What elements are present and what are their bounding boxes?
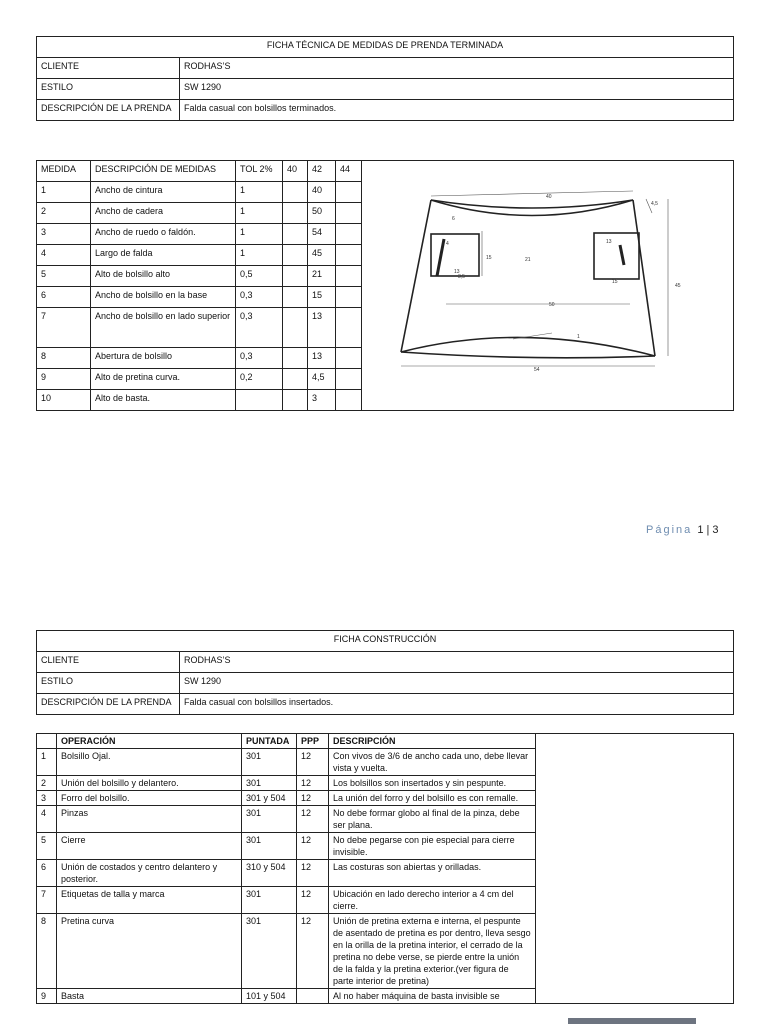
- page-separator: |: [703, 524, 713, 536]
- cell: 1: [37, 182, 91, 203]
- cell: 9: [37, 369, 91, 390]
- cell: 6: [37, 287, 91, 308]
- construction-table: [36, 733, 734, 1004]
- cell: Ubicación en lado derecho interior a 4 cm del cierre.: [329, 887, 536, 914]
- cell: Ancho de ruedo o faldón.: [91, 224, 236, 245]
- cell: 12: [297, 914, 329, 989]
- spec-header-table: [36, 36, 734, 121]
- cell: [283, 308, 308, 348]
- cell: Pinzas: [57, 806, 242, 833]
- cell: 5: [37, 833, 57, 860]
- cell: 301: [242, 806, 297, 833]
- page-current: 1: [697, 524, 704, 536]
- cell: 45: [308, 245, 336, 266]
- cell: [283, 348, 308, 369]
- cell: [283, 369, 308, 390]
- header-cell: TOL 2%: [236, 161, 283, 182]
- cell: 7: [37, 887, 57, 914]
- cell: Ancho de cintura: [91, 182, 236, 203]
- cell: [336, 287, 362, 308]
- cell: 40: [308, 182, 336, 203]
- skirt-left-side: [401, 200, 431, 352]
- cell: 0,3: [236, 348, 283, 369]
- cell: [336, 266, 362, 287]
- cell: [283, 203, 308, 224]
- header-cell: PPP: [297, 734, 329, 749]
- cell: 12: [297, 776, 329, 791]
- cell: 1: [236, 203, 283, 224]
- description-label: DESCRIPCIÓN DE LA PRENDA: [37, 694, 180, 715]
- sketch-label: 40: [546, 194, 552, 200]
- cell: [297, 989, 329, 1004]
- cell: 0,3: [236, 308, 283, 348]
- cell: 101 y 504: [242, 989, 297, 1004]
- cell: Unión de costados y centro delantero y posterior.: [57, 860, 242, 887]
- cell: 2: [37, 776, 57, 791]
- cell: 12: [297, 749, 329, 776]
- cell: 0,2: [236, 369, 283, 390]
- cell: 1: [236, 182, 283, 203]
- description-value: Falda casual con bolsillos insertados.: [180, 694, 734, 715]
- skirt-sketch-cell: [362, 161, 734, 411]
- cell: 4,5: [308, 369, 336, 390]
- cell: Basta: [57, 989, 242, 1004]
- cell: 12: [297, 887, 329, 914]
- cell: 1: [236, 245, 283, 266]
- cell: 310 y 504: [242, 860, 297, 887]
- style-label: ESTILO: [37, 79, 180, 100]
- description-label: DESCRIPCIÓN DE LA PRENDA: [37, 100, 180, 121]
- cell: 0,3: [236, 287, 283, 308]
- right-pocket: [594, 233, 639, 279]
- client-label: CLIENTE: [37, 652, 180, 673]
- cell: Alto de bolsillo alto: [91, 266, 236, 287]
- skirt-right-side: [633, 200, 655, 356]
- cell: La unión del forro y del bolsillo es con remalle.: [329, 791, 536, 806]
- cell: 301: [242, 914, 297, 989]
- cell: [336, 224, 362, 245]
- cell: 1: [236, 224, 283, 245]
- image-cell: [536, 734, 734, 1004]
- cell: 301: [242, 749, 297, 776]
- header-cell: 44: [336, 161, 362, 182]
- cell: Al no haber máquina de basta invisible se: [329, 989, 536, 1004]
- cell: 301: [242, 833, 297, 860]
- sketch-label: 15: [486, 255, 492, 261]
- cell: 54: [308, 224, 336, 245]
- cell: 12: [297, 791, 329, 806]
- cell: 8: [37, 348, 91, 369]
- cell: [283, 224, 308, 245]
- skirt-hem: [401, 337, 655, 356]
- cell: [336, 308, 362, 348]
- header-cell: MEDIDA: [37, 161, 91, 182]
- cell: 301: [242, 776, 297, 791]
- header-cell: OPERACIÓN: [57, 734, 242, 749]
- cell: 10: [37, 390, 91, 411]
- client-label: CLIENTE: [37, 58, 180, 79]
- sketch-label: 13: [606, 239, 612, 245]
- skirt-waistband: [431, 200, 633, 208]
- cell: [283, 182, 308, 203]
- construction-header-table: [36, 630, 734, 715]
- cell: 15: [308, 287, 336, 308]
- left-pocket-opening: [437, 239, 444, 276]
- sketch-label: 4,5: [651, 201, 658, 207]
- cell: 9: [37, 989, 57, 1004]
- cell: Unión de pretina externa e interna, el pespunte de asentado de pretina es por dentro, lleva sesgo en la orilla de la pretina interior, el cerrado de la pretina no debe verse, se pierde entre la unión de la falda y la pretina exterior.(ver figura de parte interior de pretina): [329, 914, 536, 989]
- skirt-sketch: [362, 161, 730, 405]
- page-total: 3: [712, 524, 719, 536]
- cell: [336, 348, 362, 369]
- style-value: SW 1290: [180, 79, 734, 100]
- cell: Unión del bolsillo y delantero.: [57, 776, 242, 791]
- cell: Los bolsillos son insertados y sin pespunte.: [329, 776, 536, 791]
- dim-line-waist: [431, 191, 633, 196]
- cell: 13: [308, 308, 336, 348]
- cell: Pretina curva: [57, 914, 242, 989]
- cell: Ancho de cadera: [91, 203, 236, 224]
- cell: Etiquetas de talla y marca: [57, 887, 242, 914]
- cell: Las costuras son abiertas y orilladas.: [329, 860, 536, 887]
- sketch-label: 54: [534, 367, 540, 373]
- measures-table: [36, 160, 734, 411]
- cell: 4: [37, 245, 91, 266]
- cell: 13: [308, 348, 336, 369]
- header-cell: PUNTADA: [242, 734, 297, 749]
- cell: 7: [37, 308, 91, 348]
- cell: Forro del bolsillo.: [57, 791, 242, 806]
- sketch-label: 15: [612, 279, 618, 285]
- cell: 6: [37, 860, 57, 887]
- cell: [283, 245, 308, 266]
- header-cell: [37, 734, 57, 749]
- cell: No debe formar globo al final de la pinza, debe ser plana.: [329, 806, 536, 833]
- cell: 12: [297, 833, 329, 860]
- cell: [336, 390, 362, 411]
- cell: 1: [37, 749, 57, 776]
- sheet-title: FICHA CONSTRUCCIÓN: [37, 631, 734, 652]
- sketch-label: 1: [577, 334, 580, 340]
- cell: Largo de falda: [91, 245, 236, 266]
- header-cell: DESCRIPCIÓN DE MEDIDAS: [91, 161, 236, 182]
- sketch-label: 4: [446, 241, 449, 247]
- cell: 3: [37, 224, 91, 245]
- cell: [336, 182, 362, 203]
- cell: [283, 390, 308, 411]
- sketch-label: 21: [525, 257, 531, 263]
- cell: [336, 245, 362, 266]
- sketch-label: 6: [452, 216, 455, 222]
- sketch-label: 13: [454, 269, 460, 275]
- cell: Cierre: [57, 833, 242, 860]
- sketch-label: 3,5: [458, 274, 465, 280]
- style-label: ESTILO: [37, 673, 180, 694]
- cell: Ancho de bolsillo en la base: [91, 287, 236, 308]
- client-value: RODHAS’S: [180, 58, 734, 79]
- cell: Ancho de bolsillo en lado superior: [91, 308, 236, 348]
- sketch-label: 50: [549, 302, 555, 308]
- cell: 301: [242, 887, 297, 914]
- cell: Abertura de bolsillo: [91, 348, 236, 369]
- cell: [236, 390, 283, 411]
- page-prefix: Página: [646, 524, 698, 536]
- page-number: [646, 524, 719, 536]
- cell: Alto de pretina curva.: [91, 369, 236, 390]
- cell: 3: [37, 791, 57, 806]
- cell: [336, 369, 362, 390]
- header-cell: DESCRIPCIÓN: [329, 734, 536, 749]
- cell: 12: [297, 806, 329, 833]
- cell: [283, 266, 308, 287]
- cell: 0,5: [236, 266, 283, 287]
- right-pocket-opening: [620, 245, 624, 265]
- sketch-label: 45: [675, 283, 681, 289]
- cell: [283, 287, 308, 308]
- cell: 2: [37, 203, 91, 224]
- skirt-hem-lower: [401, 352, 655, 358]
- cell: 12: [297, 860, 329, 887]
- cell: 21: [308, 266, 336, 287]
- cell: 5: [37, 266, 91, 287]
- cell: 4: [37, 806, 57, 833]
- cell: 301 y 504: [242, 791, 297, 806]
- cell: No debe pegarse con pie especial para cierre invisible.: [329, 833, 536, 860]
- client-value: RODHAS’S: [180, 652, 734, 673]
- header-cell: 42: [308, 161, 336, 182]
- cell: 3: [308, 390, 336, 411]
- cell: 50: [308, 203, 336, 224]
- cell: Alto de basta.: [91, 390, 236, 411]
- description-value: Falda casual con bolsillos terminados.: [180, 100, 734, 121]
- cell: 8: [37, 914, 57, 989]
- header-cell: 40: [283, 161, 308, 182]
- cell: Con vivos de 3/6 de ancho cada uno, debe llevar vista y vuelta.: [329, 749, 536, 776]
- garment-photo: [568, 1018, 696, 1024]
- cell: Bolsillo Ojal.: [57, 749, 242, 776]
- style-value: SW 1290: [180, 673, 734, 694]
- sheet-title: FICHA TÉCNICA DE MEDIDAS DE PRENDA TERMINADA: [37, 37, 734, 58]
- cell: [336, 203, 362, 224]
